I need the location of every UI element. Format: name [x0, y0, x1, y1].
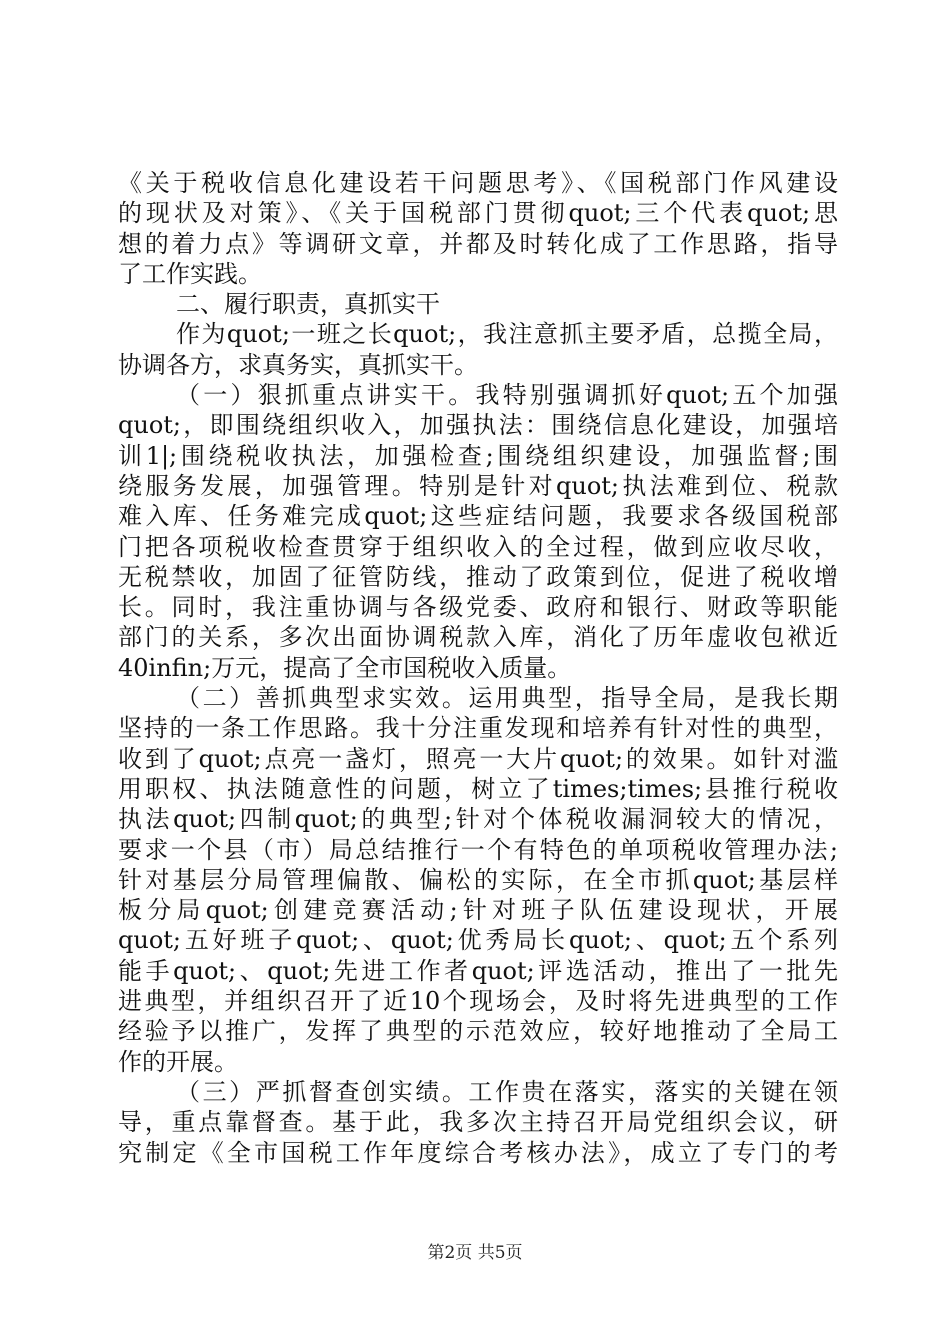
text-line: 坚持的一条工作思路。我十分注重发现和培养有针对性的典型，: [118, 714, 838, 743]
text-line: 《关于税收信息化建设若干问题思考》、《国税部门作风建设: [118, 169, 838, 197]
page-footer: 第2页 共5页: [427, 1243, 523, 1263]
text-line: 难入库、任务难完成quot;这些症结问题，我要求各级国税部: [118, 502, 838, 531]
text-line: （二）善抓典型求实效。运用典型，指导全局，是我长期: [176, 684, 838, 713]
text-line: quot;五好班子quot;、quot;优秀局长quot;、quot;五个系列: [118, 926, 838, 955]
text-line: 究制定《全市国税工作年度综合考核办法》，成立了专门的考: [118, 1138, 838, 1167]
document-body: [118, 168, 838, 1168]
text-line: 经验予以推广，发挥了典型的示范效应，较好地推动了全局工: [118, 1017, 838, 1046]
text-line: 了工作实践。: [118, 259, 262, 288]
text-line: 能手quot;、quot;先进工作者quot;评选活动，推出了一批先: [118, 956, 838, 985]
text-line: 二、履行职责，真抓实干: [176, 290, 440, 319]
text-line: 作的开展。: [118, 1047, 238, 1076]
text-line: 想的着力点》等调研文章，并都及时转化成了工作思路，指导: [118, 229, 838, 258]
text-line: （一）狠抓重点讲实干。我特别强调抓好quot;五个加强: [176, 381, 838, 410]
text-line: 进典型，并组织召开了近10个现场会，及时将先进典型的工作: [118, 987, 838, 1016]
text-line: 要求一个县（市）局总结推行一个有特色的单项税收管理办法;: [118, 835, 838, 864]
text-line: 门把各项税收检查贯穿于组织收入的全过程，做到应收尽收，: [118, 532, 838, 561]
text-line: 协调各方，求真务实，真抓实干。: [118, 350, 478, 379]
text-line: 的现状及对策》、《关于国税部门贯彻quot;三个代表quot;思: [118, 199, 838, 228]
text-line: 部门的关系，多次出面协调税款入库，消化了历年虚收包袱近: [118, 623, 838, 652]
text-line: 收到了quot;点亮一盏灯，照亮一大片quot;的效果。如针对滥: [118, 744, 838, 773]
text-line: （三）严抓督查创实绩。工作贵在落实，落实的关键在领: [176, 1077, 838, 1106]
text-line: 40infin;万元，提高了全市国税收入质量。: [118, 653, 572, 682]
text-line: 执法quot;四制quot;的典型;针对个体税收漏洞较大的情况，: [118, 805, 838, 834]
text-line: 训1|;围绕税收执法，加强检查;围绕组织建设，加强监督;围: [118, 441, 838, 470]
text-line: 针对基层分局管理偏散、偏松的实际，在全市抓quot;基层样: [118, 865, 838, 894]
text-line: 无税禁收，加固了征管防线，推动了政策到位，促进了税收增: [118, 562, 838, 591]
text-line: 板分局quot;创建竞赛活动;针对班子队伍建设现状，开展: [118, 896, 838, 925]
text-line: 用职权、执法随意性的问题，树立了times;times;县推行税收: [118, 774, 838, 803]
text-line: 绕服务发展，加强管理。特别是针对quot;执法难到位、税款: [118, 471, 838, 500]
text-line: 作为quot;一班之长quot;，我注意抓主要矛盾，总揽全局，: [176, 320, 838, 349]
text-line: 长。同时，我注重协调与各级党委、政府和银行、财政等职能: [118, 593, 838, 622]
text-line: 导，重点靠督查。基于此，我多次主持召开局党组织会议，研: [118, 1108, 838, 1137]
text-line: quot;，即围绕组织收入，加强执法：围绕信息化建设，加强培: [118, 411, 838, 440]
